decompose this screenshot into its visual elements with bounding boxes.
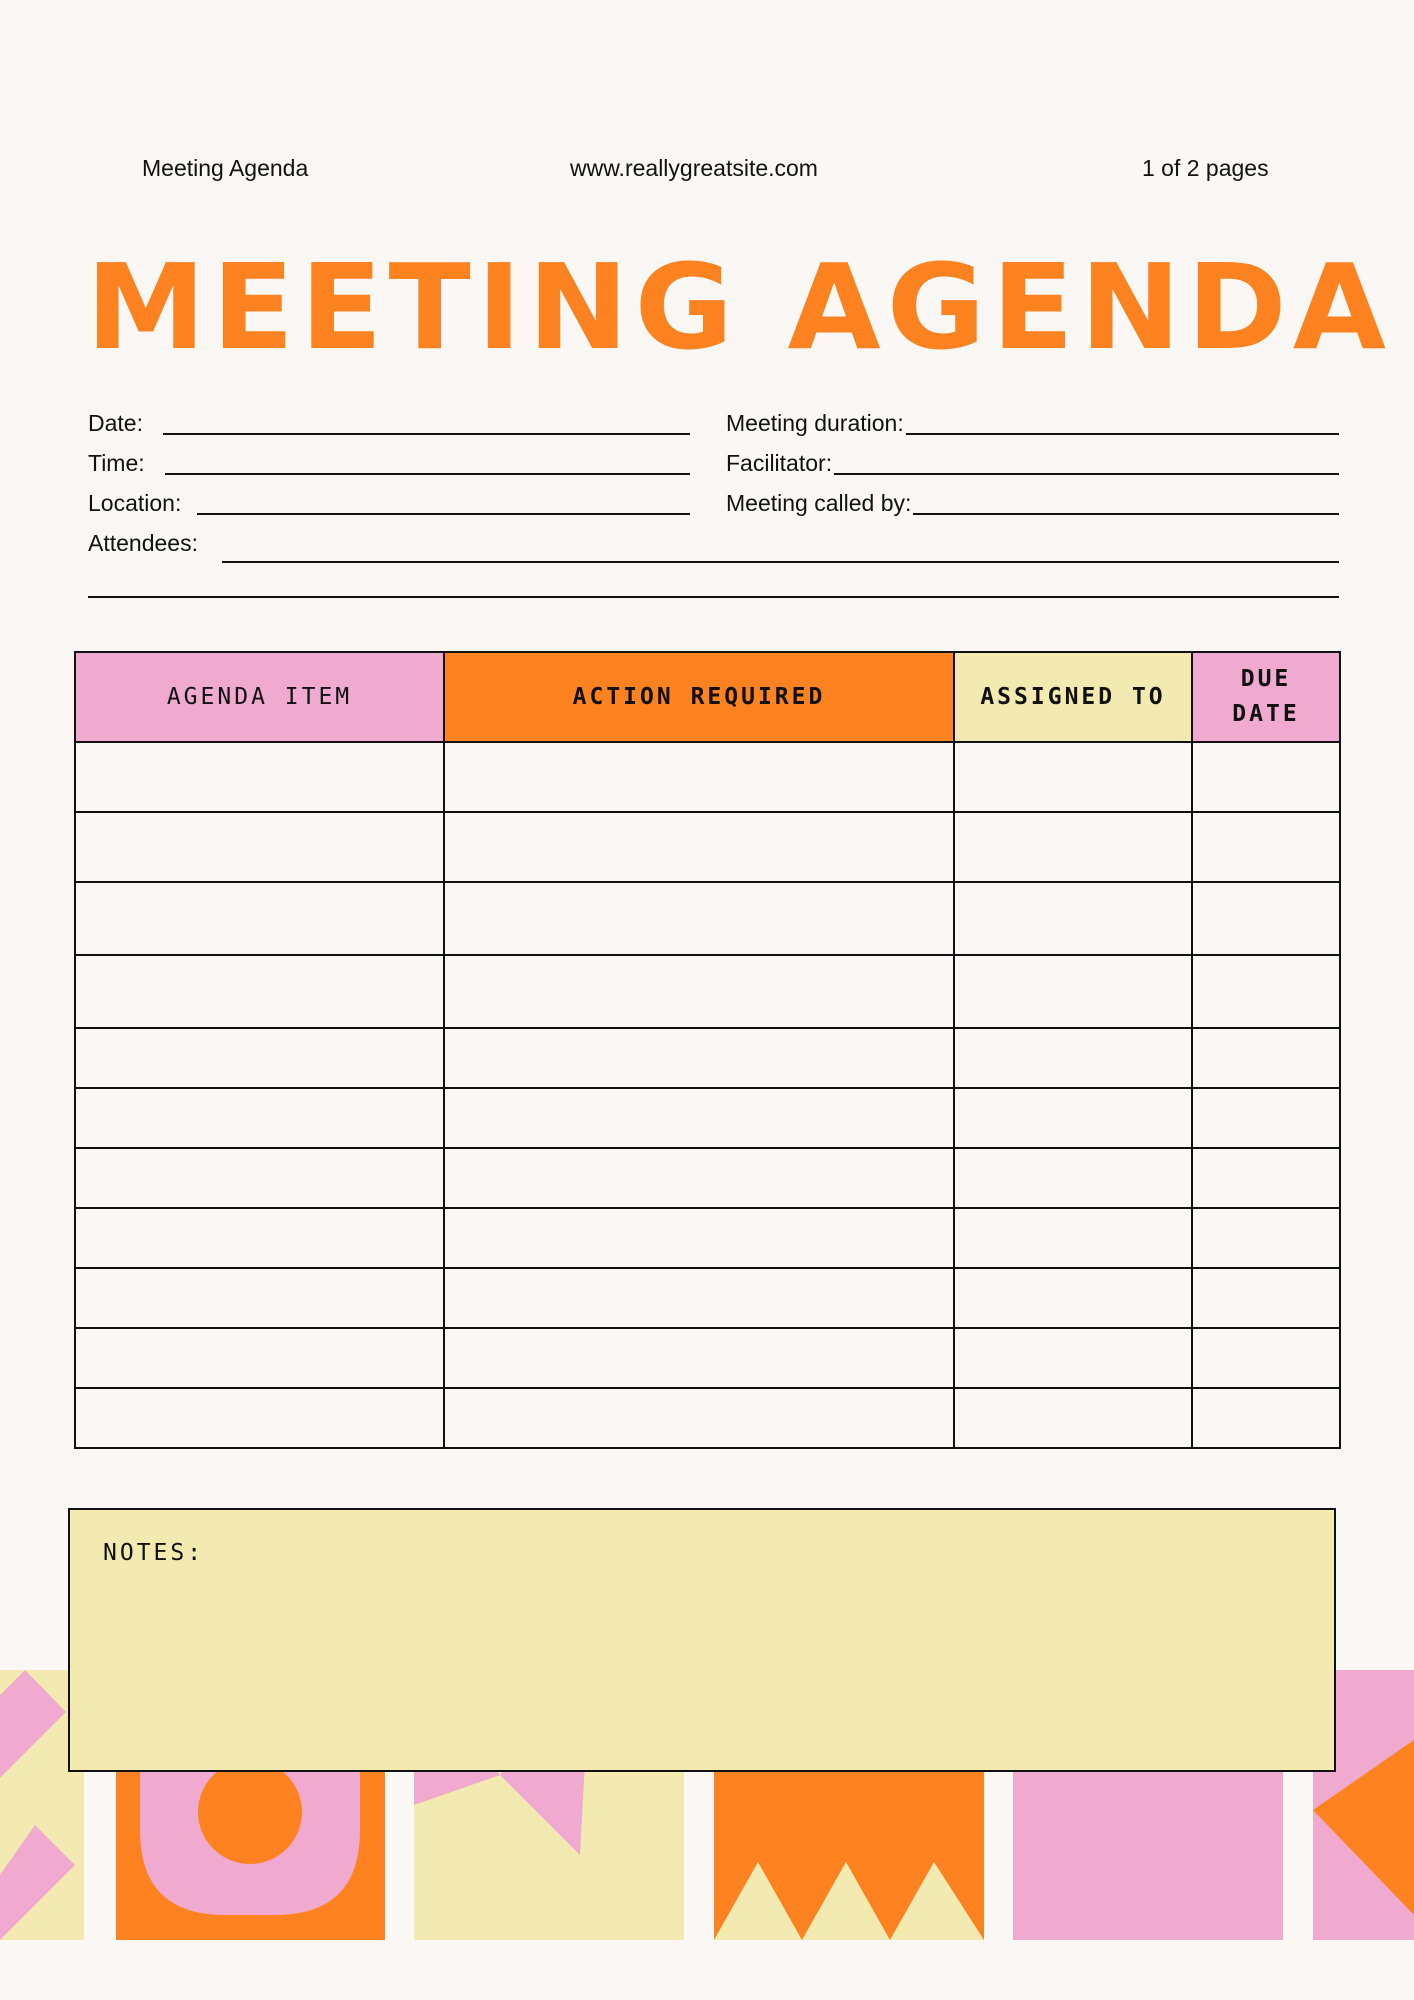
- agenda-table: [74, 651, 1341, 1449]
- col-due-date: DUE DATE: [1192, 652, 1340, 742]
- assigned-to-cell[interactable]: [954, 1208, 1192, 1268]
- duration-field[interactable]: [726, 410, 1339, 437]
- notes-label: NOTES:: [103, 1540, 205, 1566]
- time-line: [165, 472, 690, 475]
- action-required-cell[interactable]: [444, 1388, 954, 1448]
- called-by-field[interactable]: [726, 490, 1339, 517]
- assigned-to-cell[interactable]: [954, 742, 1192, 812]
- table-row: [75, 882, 1340, 955]
- location-field[interactable]: [88, 490, 690, 517]
- page-title: MEETING AGENDA: [86, 238, 1393, 376]
- assigned-to-cell[interactable]: [954, 1268, 1192, 1328]
- action-required-cell[interactable]: [444, 812, 954, 882]
- action-required-cell[interactable]: [444, 1148, 954, 1208]
- col-agenda-item: AGENDA ITEM: [75, 652, 444, 742]
- due-date-cell[interactable]: [1192, 742, 1340, 812]
- agenda-item-cell[interactable]: [75, 1088, 444, 1148]
- agenda-item-cell[interactable]: [75, 955, 444, 1028]
- col-action-required: ACTION REQUIRED: [444, 652, 954, 742]
- assigned-to-cell[interactable]: [954, 882, 1192, 955]
- time-label: Time:: [88, 450, 145, 476]
- due-date-cell[interactable]: [1192, 1028, 1340, 1088]
- col-assigned-to: ASSIGNED TO: [954, 652, 1192, 742]
- facilitator-label: Facilitator:: [726, 450, 833, 476]
- assigned-to-cell[interactable]: [954, 1388, 1192, 1448]
- action-required-cell[interactable]: [444, 1328, 954, 1388]
- assigned-to-cell[interactable]: [954, 1088, 1192, 1148]
- called-by-line: [913, 512, 1339, 515]
- time-field[interactable]: [88, 450, 690, 477]
- duration-label: Meeting duration:: [726, 410, 904, 436]
- table-row: [75, 955, 1340, 1028]
- page-count: 1 of 2 pages: [1142, 155, 1269, 181]
- table-row: [75, 1388, 1340, 1448]
- notes-box[interactable]: [68, 1508, 1336, 1772]
- assigned-to-cell[interactable]: [954, 812, 1192, 882]
- agenda-item-cell[interactable]: [75, 882, 444, 955]
- due-date-cell[interactable]: [1192, 1268, 1340, 1328]
- due-date-cell[interactable]: [1192, 955, 1340, 1028]
- table-row: [75, 1088, 1340, 1148]
- assigned-to-cell[interactable]: [954, 955, 1192, 1028]
- due-date-cell[interactable]: [1192, 1148, 1340, 1208]
- due-date-cell[interactable]: [1192, 882, 1340, 955]
- due-date-cell[interactable]: [1192, 1208, 1340, 1268]
- table-row: [75, 1028, 1340, 1088]
- agenda-item-cell[interactable]: [75, 1328, 444, 1388]
- called-by-label: Meeting called by:: [726, 490, 912, 516]
- header-website: www.reallygreatsite.com: [570, 155, 818, 181]
- attendees-field[interactable]: [88, 530, 1339, 557]
- action-required-cell[interactable]: [444, 1088, 954, 1148]
- action-required-cell[interactable]: [444, 882, 954, 955]
- assigned-to-cell[interactable]: [954, 1328, 1192, 1388]
- table-row: [75, 742, 1340, 812]
- due-date-cell[interactable]: [1192, 1388, 1340, 1448]
- action-required-cell[interactable]: [444, 1028, 954, 1088]
- action-required-cell[interactable]: [444, 955, 954, 1028]
- due-date-cell[interactable]: [1192, 812, 1340, 882]
- agenda-item-cell[interactable]: [75, 1268, 444, 1328]
- table-row: [75, 1328, 1340, 1388]
- agenda-item-cell[interactable]: [75, 742, 444, 812]
- facilitator-field[interactable]: [726, 450, 1339, 477]
- table-row: [75, 1268, 1340, 1328]
- attendees-line-2[interactable]: [88, 596, 1339, 598]
- date-field[interactable]: [88, 410, 690, 437]
- assigned-to-cell[interactable]: [954, 1148, 1192, 1208]
- facilitator-line: [834, 472, 1339, 475]
- due-date-cell[interactable]: [1192, 1088, 1340, 1148]
- table-row: [75, 1208, 1340, 1268]
- location-label: Location:: [88, 490, 182, 516]
- table-row: [75, 812, 1340, 882]
- agenda-item-cell[interactable]: [75, 1388, 444, 1448]
- agenda-item-cell[interactable]: [75, 812, 444, 882]
- agenda-item-cell[interactable]: [75, 1028, 444, 1088]
- header-left: Meeting Agenda: [142, 155, 309, 181]
- date-label: Date:: [88, 410, 143, 436]
- location-line: [197, 512, 690, 515]
- agenda-item-cell[interactable]: [75, 1208, 444, 1268]
- duration-line: [906, 432, 1339, 435]
- action-required-cell[interactable]: [444, 1268, 954, 1328]
- attendees-label: Attendees:: [88, 530, 198, 556]
- action-required-cell[interactable]: [444, 1208, 954, 1268]
- date-line: [163, 432, 690, 435]
- assigned-to-cell[interactable]: [954, 1028, 1192, 1088]
- action-required-cell[interactable]: [444, 742, 954, 812]
- attendees-line: [222, 560, 1339, 563]
- table-row: [75, 1148, 1340, 1208]
- due-date-cell[interactable]: [1192, 1328, 1340, 1388]
- agenda-item-cell[interactable]: [75, 1148, 444, 1208]
